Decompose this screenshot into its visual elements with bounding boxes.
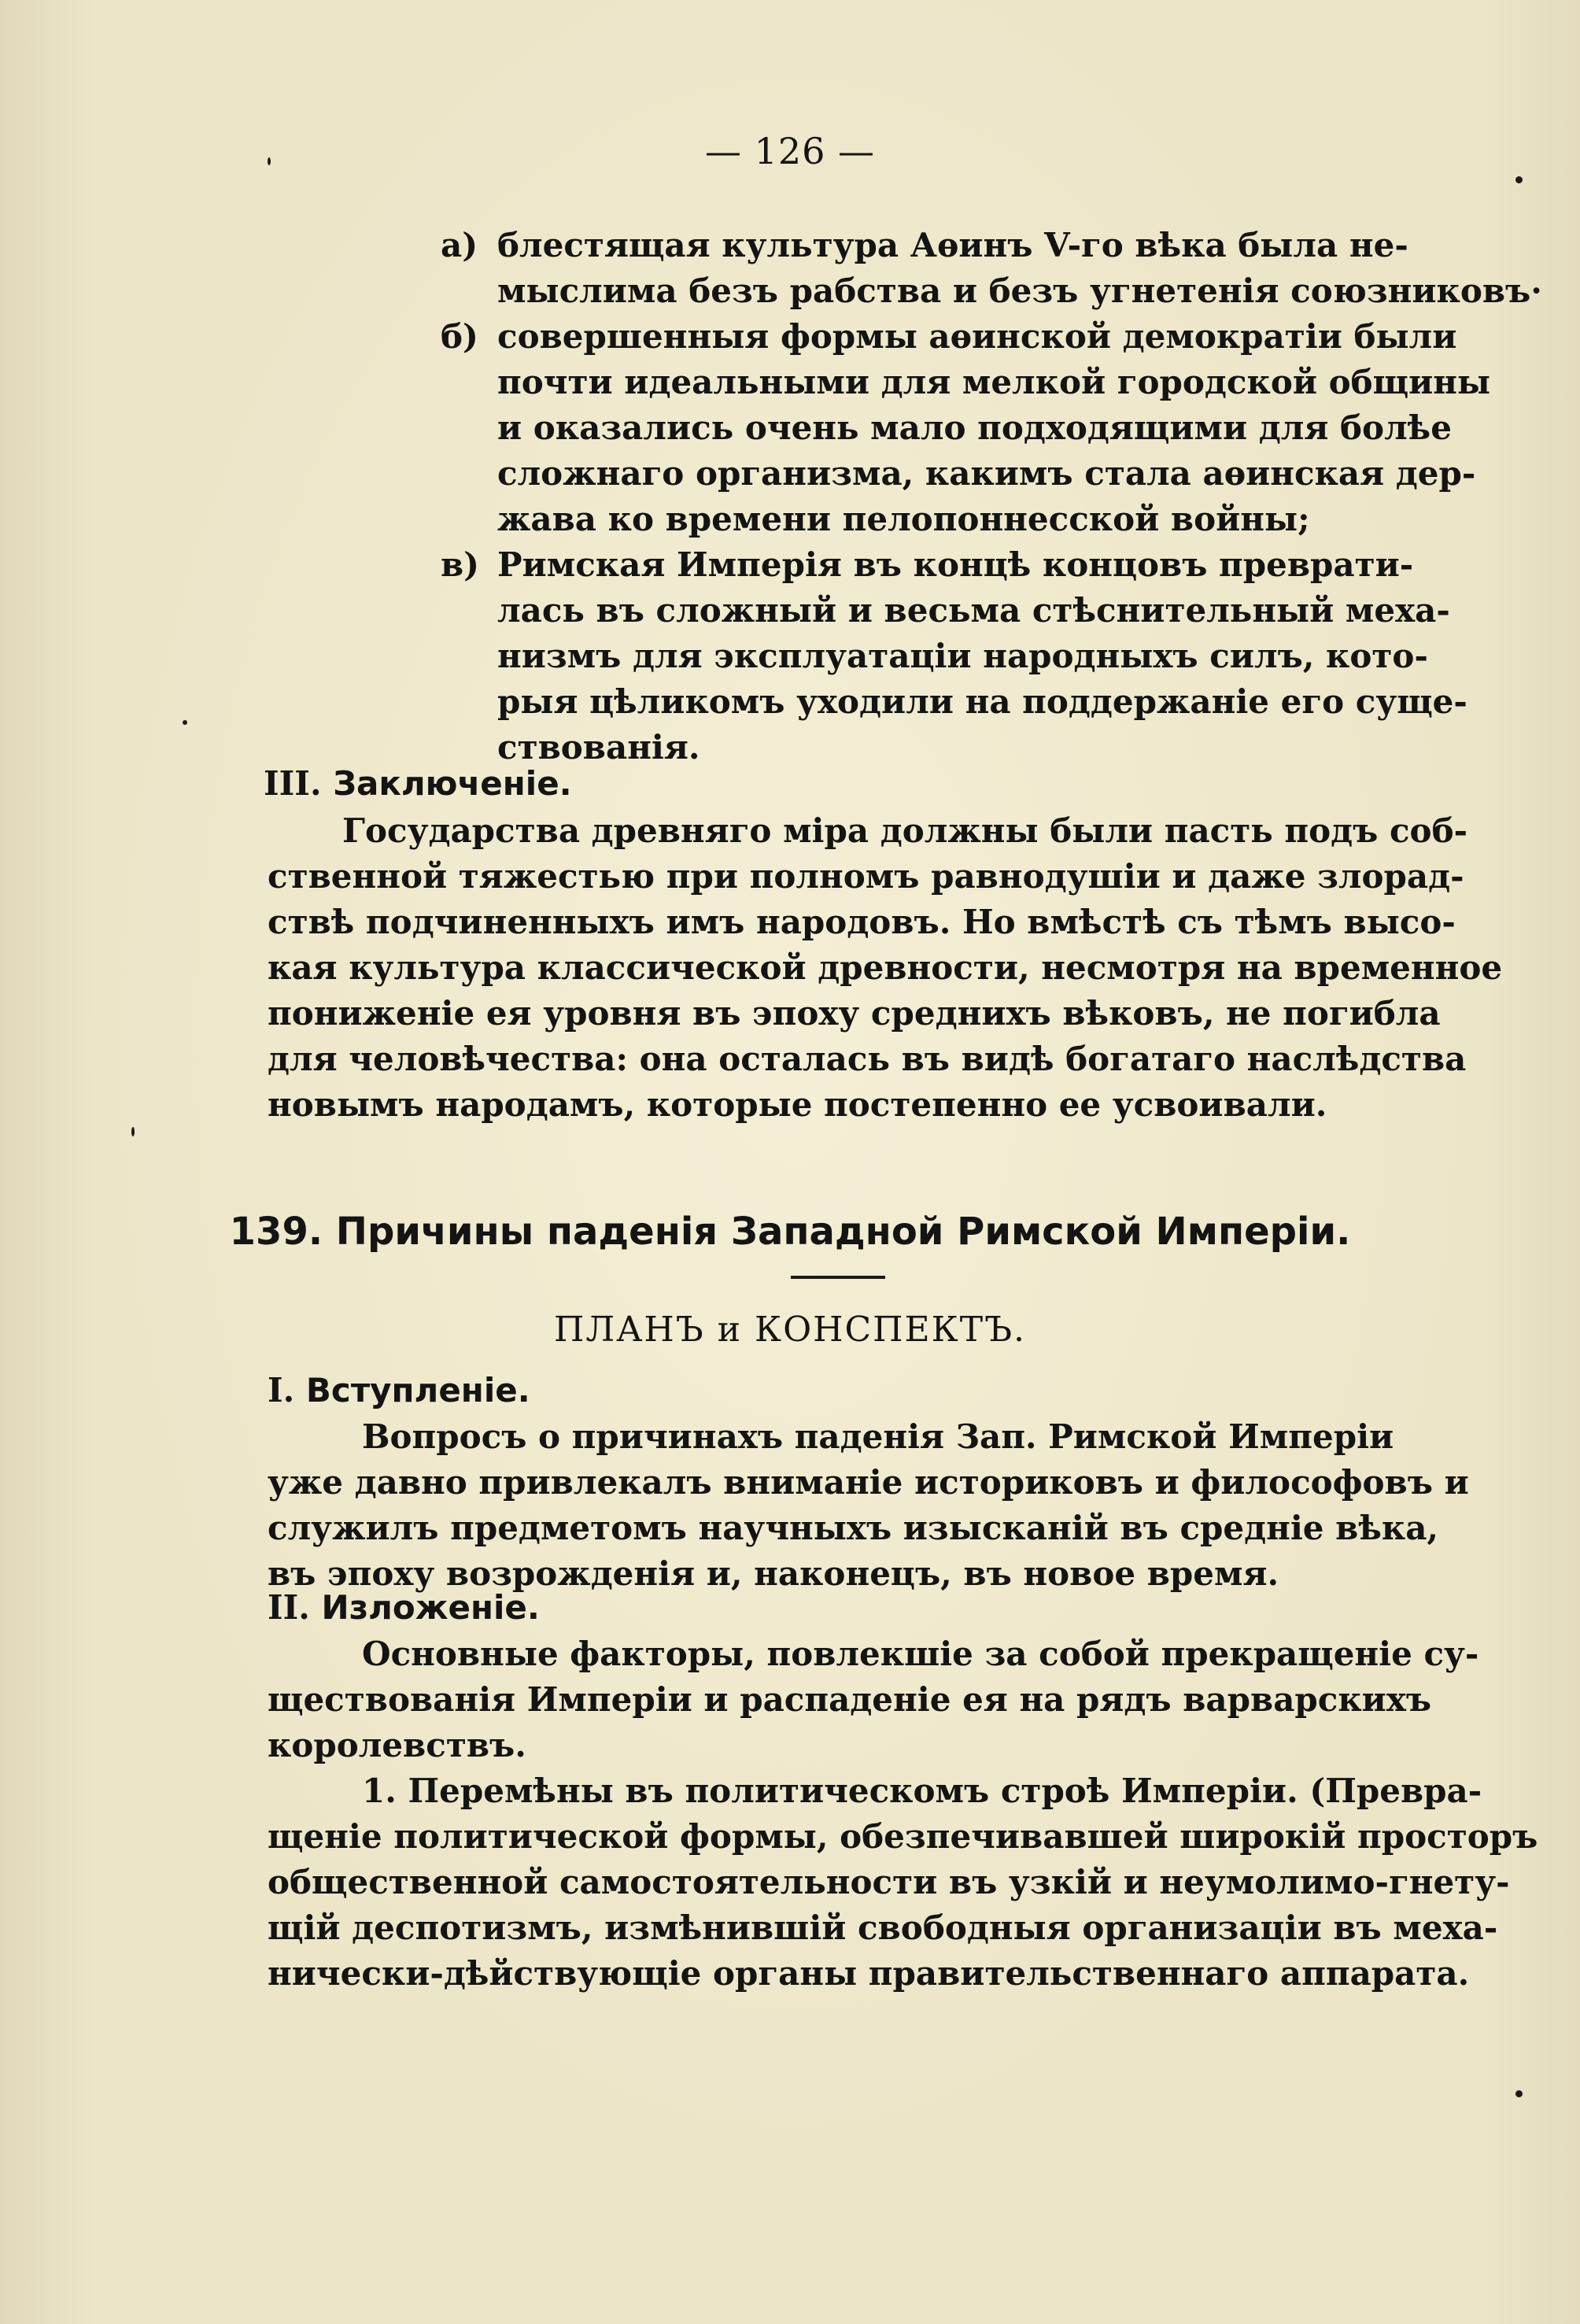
conclusion-line-6: для человѣчества: она осталась въ видѣ богатаго наслѣдства [268,1040,1467,1078]
introduction-numeral: I. [268,1371,295,1410]
plan-title: ПЛАНЪ и КОНСПЕКТЪ. [553,1310,1027,1350]
conclusion-line-3: ствѣ подчиненныхъ имъ народовъ. Но вмѣстѣ съ тѣмъ высо- [268,903,1456,941]
introduction-line-4: въ эпоху возрожденія и, наконецъ, въ новое время. [268,1554,1279,1593]
exposition-line-2: ществованія Имперіи и распаденіе ея на рядъ варварскихъ [268,1680,1432,1719]
list-marker-b: б) [441,317,478,356]
list-v-line-1: Римская Имперія въ концѣ концовъ преврати- [497,545,1414,584]
exposition-heading [268,1585,540,1631]
list-v-line-4: рыя цѣликомъ уходили на поддержаніе его суще- [497,682,1467,721]
conclusion-line-7: новымъ народамъ, которые постепенно ее усвоивали. [268,1085,1327,1124]
list-v-line-2: лась въ сложный и весьма стѣснительный меха- [497,591,1450,630]
introduction-line-3: служилъ предметомъ научныхъ изысканій въ средніе вѣка, [268,1509,1439,1547]
introduction-line-1: Вопросъ о причинахъ паденія Зап. Римской Имперіи [362,1417,1394,1456]
conclusion-numeral: III. [264,764,322,803]
conclusion-line-2: ственной тяжестью при полномъ равнодушіи и даже злорад- [268,857,1464,896]
conclusion-heading-text: Заключеніе. [333,764,572,803]
point-1-line-1: 1. Перемѣны въ политическомъ строѣ Имперіи. (Превра- [362,1772,1482,1810]
list-b-line-4: сложнаго организма, какимъ стала аѳинская дер- [497,454,1476,493]
list-marker-a: а) [441,226,478,264]
list-b-line-5: жава ко времени пелопоннесской войны; [497,500,1310,538]
list-b-line-3: и оказались очень мало подходящими для болѣе [497,408,1452,447]
exposition-heading-text: Изложеніе. [321,1588,540,1627]
list-b-line-1: совершенныя формы аѳинской демократіи были [497,317,1457,356]
conclusion-heading [264,761,572,807]
scan-speck [1515,176,1523,183]
list-a-line-2: мыслима безъ рабства и безъ угнетенія союзниковъ· [497,272,1542,310]
exposition-line-3: королевствъ. [268,1726,526,1764]
list-b-line-2: почти идеальными для мелкой городской общины [497,363,1491,401]
introduction-heading [268,1368,530,1413]
exposition-line-1: Основные факторы, повлекшіе за собой прекращеніе су- [362,1635,1479,1673]
introduction-heading-text: Вступленіе. [305,1371,530,1410]
point-1-line-4: щій деспотизмъ, измѣнившій свободныя организаціи въ меха- [268,1908,1498,1947]
section-divider [791,1276,885,1279]
point-1-line-3: общественной самостоятельности въ узкій и неумолимо-гнету- [268,1863,1510,1901]
list-v-line-3: низмъ для эксплуатаціи народныхъ силъ, кото- [497,637,1428,675]
introduction-line-2: уже давно привлекалъ вниманіе историковъ и философовъ и [268,1463,1469,1502]
conclusion-line-1: Государства древняго міра должны были пасть подъ соб- [342,811,1468,850]
list-a-line-1: блестящая культура Аѳинъ V-го вѣка была не- [497,226,1408,264]
list-v-line-5: ствованія. [497,728,700,767]
scan-speck [183,720,187,725]
page-number: — 126 — [704,130,876,172]
scan-speck [131,1127,135,1136]
point-1-line-2: щеніе политической формы, обезпечивавшей широкій просторъ [268,1817,1538,1856]
conclusion-line-4: кая культура классической древности, несмотря на временное [268,948,1503,987]
scan-speck [1515,2090,1523,2097]
list-marker-v: в) [441,545,480,584]
conclusion-line-5: пониженіе ея уровня въ эпоху среднихъ вѣковъ, не погибла [268,994,1441,1033]
scan-speck [268,157,271,165]
section-title: 139. Причины паденія Западной Римской Имперіи. [229,1210,1351,1254]
exposition-numeral: II. [268,1588,310,1627]
point-1-line-5: нически-дѣйствующіе органы правительственнаго аппарата. [268,1954,1470,1993]
